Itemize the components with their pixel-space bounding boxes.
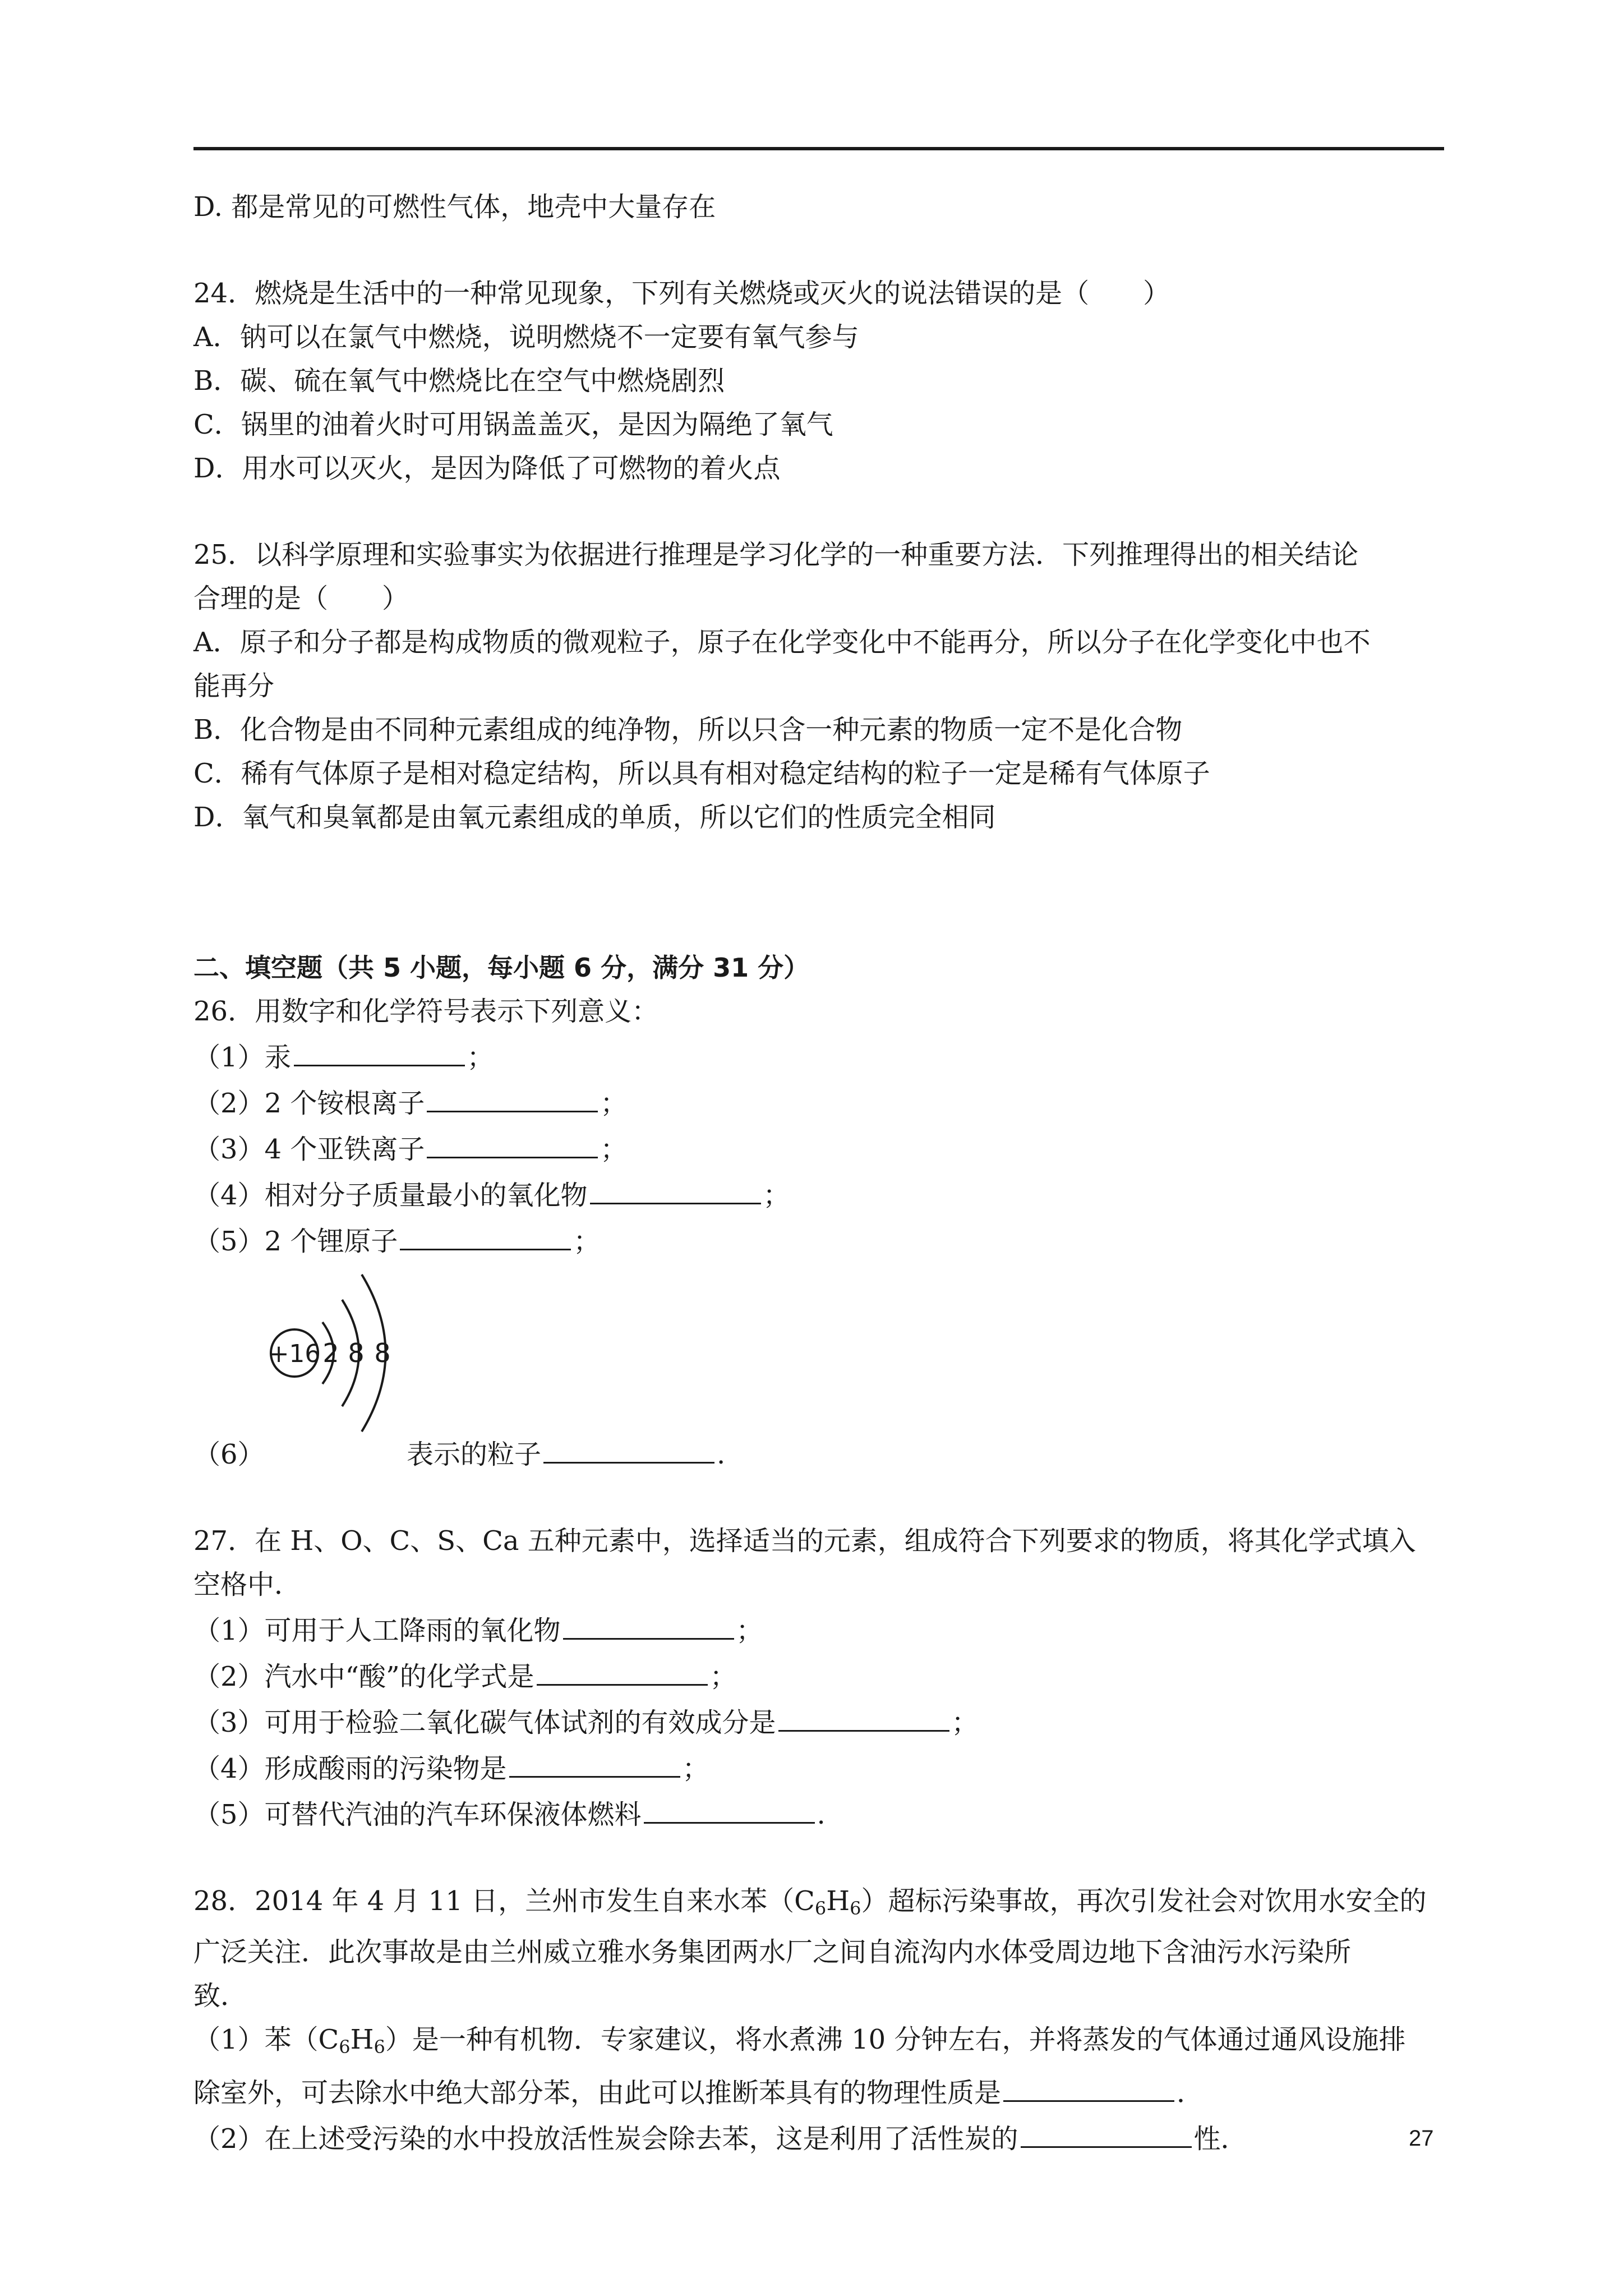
q28-part-1-cont — [193, 2069, 1450, 2115]
q28-stem — [193, 1879, 1450, 1930]
q27-stem: 27．在 H、O、C、S、Ca 五种元素中，选择适当的元素，组成符合下列要求的物质，将其化学式填入 — [193, 1525, 1416, 1557]
q25-option-d: D．氧气和臭氧都是由氧元素组成的单质，所以它们的性质完全相同 — [193, 802, 996, 833]
q24-option-c: C．锅里的油着火时可用锅盖盖灭，是因为隔绝了氧气 — [193, 409, 833, 440]
item6-tail — [407, 1430, 725, 1476]
question-26 — [193, 990, 1450, 1476]
q28-stem-line-2: 广泛关注．此次事故是由兰州威立雅水务集团两水厂之间自流沟内水体受周边地下含油污水污染所 — [193, 1936, 1352, 1968]
answer-blank[interactable] — [294, 1033, 465, 1066]
q26-item-1 — [193, 1033, 1450, 1079]
item-end: ； — [682, 1753, 709, 1784]
item-label: （5）2 个锂原子 — [193, 1226, 398, 1257]
q26-item-2 — [193, 1079, 1450, 1125]
q26-item-3 — [193, 1125, 1450, 1171]
item-end: ； — [600, 1088, 628, 1119]
nucleus-label: +16 — [268, 1340, 321, 1368]
item-label: （4）形成酸雨的污染物是 — [193, 1753, 507, 1784]
item-end: ． — [1177, 2077, 1204, 2109]
item-end: ； — [951, 1707, 979, 1738]
item-label: （2）2 个铵根离子 — [193, 1088, 425, 1119]
question-24 — [193, 272, 1450, 490]
q27-stem-cont: 空格中． — [193, 1569, 302, 1600]
atom-structure-diagram — [261, 1263, 407, 1448]
answer-blank[interactable] — [778, 1699, 949, 1732]
q24-option-a: A．钠可以在氯气中燃烧，说明燃烧不一定要有氧气参与 — [193, 321, 859, 353]
q28-stem-text-cont: ）超标污染事故，再次引发社会对饮用水安全的 — [861, 1885, 1427, 1917]
element-h: H — [826, 1885, 850, 1917]
question-28 — [193, 1879, 1450, 2161]
answer-blank[interactable] — [1003, 2069, 1174, 2102]
q26-item-4 — [193, 1171, 1450, 1217]
header-rule — [193, 147, 1444, 150]
shell-count-2: 8 — [348, 1338, 365, 1368]
item-end: 性． — [1193, 2123, 1248, 2155]
item-label: 表示的粒子 — [407, 1439, 542, 1470]
item-end: ； — [709, 1661, 737, 1692]
item-end: ； — [763, 1180, 790, 1211]
q25-option-a-cont: 能再分 — [193, 670, 275, 702]
item-end: . — [717, 1439, 726, 1470]
item-end: . — [817, 1799, 826, 1830]
q25-stem-cont: 合理的是（ ） — [193, 583, 409, 614]
q28-part-1-text: （1）苯（C — [193, 2024, 339, 2055]
q25-option-b: B．化合物是由不同种元素组成的纯净物，所以只含一种元素的物质一定不是化合物 — [193, 714, 1183, 746]
q27-item-5 — [193, 1791, 1450, 1837]
answer-blank[interactable] — [427, 1125, 598, 1158]
q24-option-d: D．用水可以灭火，是因为降低了可燃物的着火点 — [193, 453, 781, 484]
q26-stem: 26．用数字和化学符号表示下列意义： — [193, 996, 659, 1027]
q24-option-b: B．碳、硫在氧气中燃烧比在空气中燃烧剧烈 — [193, 365, 725, 397]
q28-stem-text: 28．2014 年 4 月 11 日，兰州市发生自来水苯（C — [193, 1885, 815, 1917]
q24-stem: 24．燃烧是生活中的一种常见现象，下列有关燃烧或灭火的说法错误的是（ ） — [193, 278, 1170, 309]
question-25 — [193, 533, 1450, 839]
item-label: （6） — [193, 1439, 265, 1470]
item-label: （5）可替代汽油的汽车环保液体燃料 — [193, 1799, 642, 1830]
answer-blank[interactable] — [509, 1745, 680, 1778]
q23-option-d: D. 都是常见的可燃性气体，地壳中大量存在 — [193, 191, 716, 223]
item-label: 除室外，可去除水中绝大部分苯，由此可以推断苯具有的物理性质是 — [193, 2077, 1002, 2109]
q26-item-6 — [193, 1263, 1450, 1476]
subscript-h: 6 — [850, 1898, 861, 1919]
answer-blank[interactable] — [400, 1217, 571, 1250]
q27-item-2 — [193, 1653, 1450, 1699]
q28-part-1-text-cont: ）是一种有机物．专家建议，将水煮沸 10 分钟左右，并将蒸发的气体通过通风设施排 — [385, 2024, 1406, 2055]
item-label: （4）相对分子质量最小的氧化物 — [193, 1180, 588, 1211]
answer-blank[interactable] — [644, 1791, 815, 1824]
item-end: ； — [573, 1226, 601, 1257]
shell-count-1: 2 — [322, 1338, 339, 1368]
q25-option-a: A．原子和分子都是构成物质的微观粒子，原子在化学变化中不能再分，所以分子在化学变化中也不 — [193, 627, 1371, 658]
element-h: H — [350, 2024, 374, 2055]
q28-stem-line-3: 致． — [193, 1980, 248, 2012]
q27-item-4 — [193, 1745, 1450, 1791]
item-label: （3）可用于检验二氧化碳气体试剂的有效成分是 — [193, 1707, 776, 1738]
item-label: （2）汽水中“酸”的化学式是 — [193, 1661, 534, 1692]
answer-blank[interactable] — [1021, 2115, 1192, 2148]
question-27 — [193, 1519, 1450, 1837]
shell-count-3: 8 — [374, 1338, 391, 1368]
q28-part-2 — [193, 2115, 1450, 2161]
q28-part-1 — [193, 2018, 1450, 2069]
page-content — [193, 185, 1450, 2161]
subscript-c: 6 — [814, 1898, 827, 1919]
item-end: ； — [736, 1615, 763, 1646]
q27-item-3 — [193, 1699, 1450, 1745]
section-title: 二、填空题（共 5 小题，每小题 6 分，满分 31 分） — [193, 953, 810, 983]
subscript-h: 6 — [374, 2036, 385, 2058]
item-label: （1）可用于人工降雨的氧化物 — [193, 1615, 561, 1646]
item-label: （1）汞 — [193, 1042, 292, 1073]
q27-item-1 — [193, 1607, 1450, 1653]
item-label: （3）4 个亚铁离子 — [193, 1134, 425, 1165]
q25-option-c: C．稀有气体原子是相对稳定结构，所以具有相对稳定结构的粒子一定是稀有气体原子 — [193, 758, 1210, 789]
q25-stem: 25．以科学原理和实验事实为依据进行推理是学习化学的一种重要方法．下列推理得出的相关结论 — [193, 539, 1359, 570]
subscript-c: 6 — [339, 2036, 351, 2058]
page-number: 27 — [1409, 2126, 1434, 2151]
answer-blank[interactable] — [543, 1430, 714, 1464]
item-label: （2）在上述受污染的水中投放活性炭会除去苯，这是利用了活性炭的 — [193, 2123, 1018, 2155]
q26-item-5 — [193, 1217, 1450, 1263]
answer-blank[interactable] — [590, 1171, 761, 1204]
answer-blank[interactable] — [563, 1607, 734, 1640]
item-end: ； — [600, 1134, 628, 1165]
answer-blank[interactable] — [427, 1079, 598, 1112]
answer-blank[interactable] — [537, 1653, 708, 1686]
item-end: ； — [467, 1042, 494, 1073]
